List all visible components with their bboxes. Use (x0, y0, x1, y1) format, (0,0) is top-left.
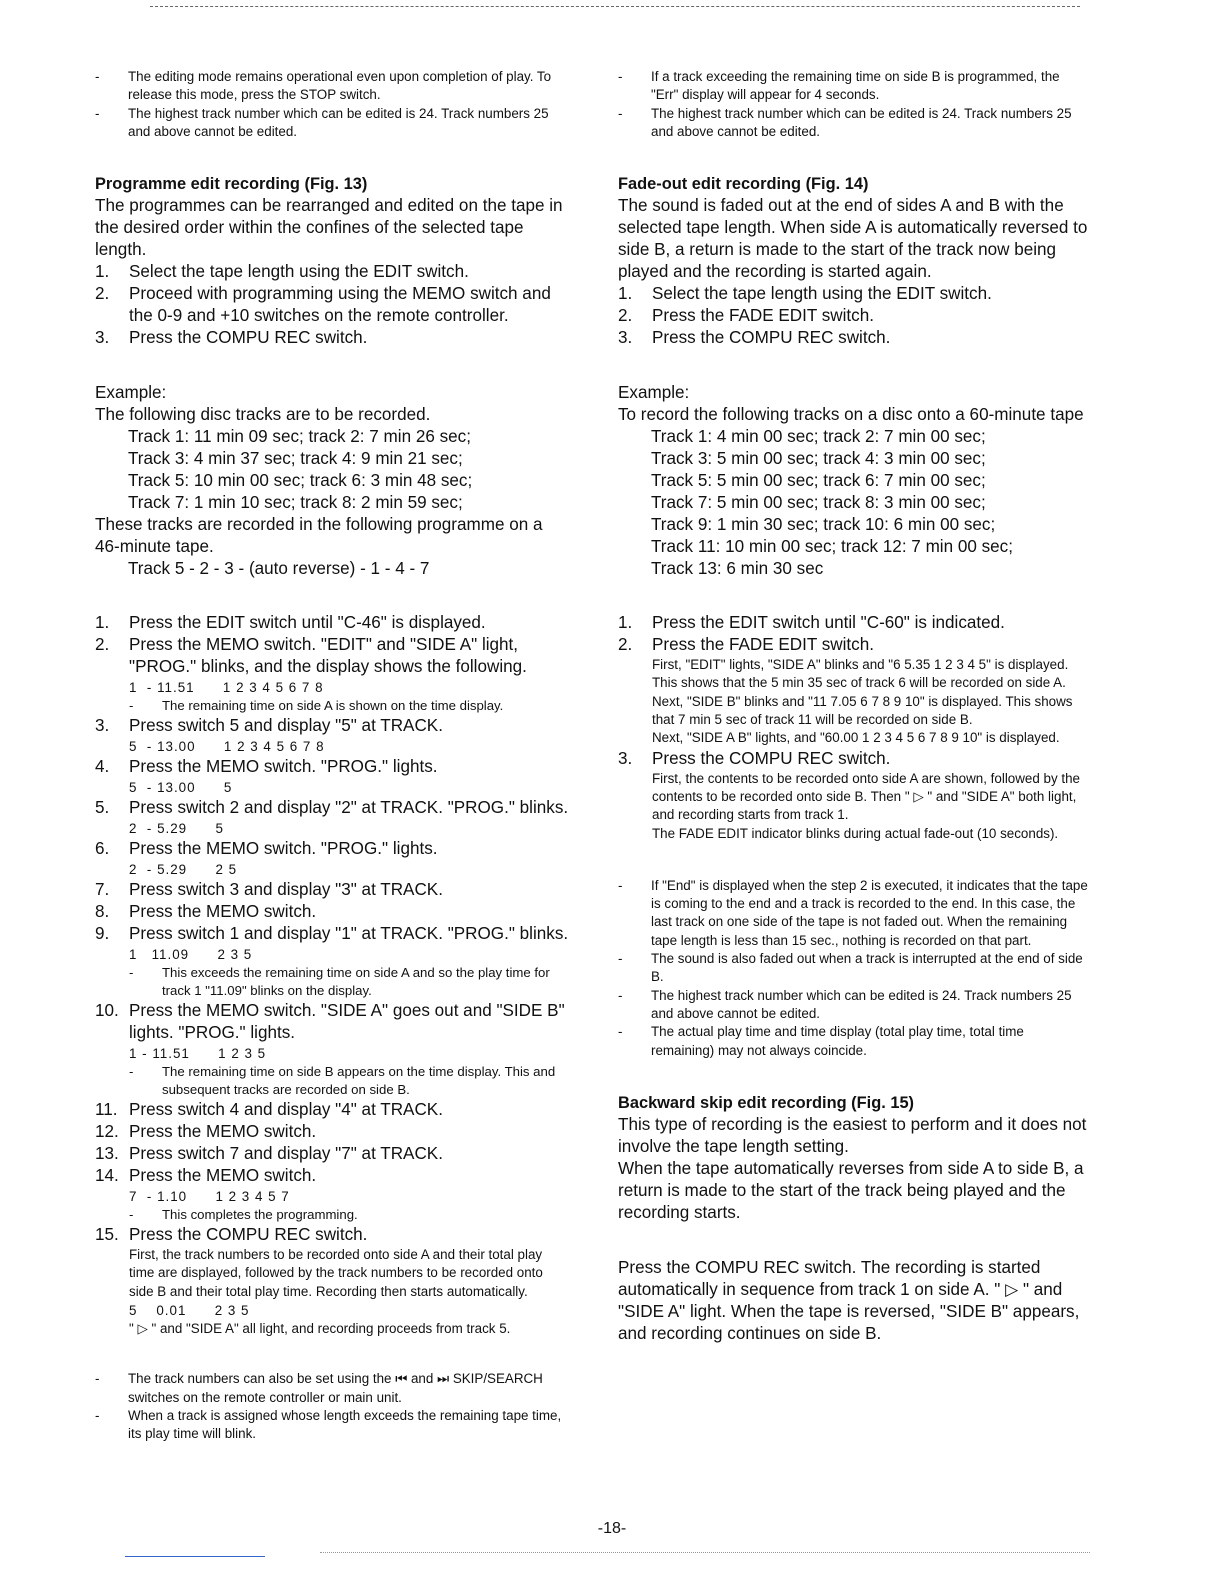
example-track: Track 7: 5 min 00 sec; track 8: 3 min 00 sec; (651, 493, 986, 513)
step-item: 10. Press the MEMO switch. "SIDE A" goes out and "SIDE B" lights. "PROG." lights. 1 - 11.51 1 2 3 5 - The remaining time on side B appears on the time display. This and subsequent tracks are recorded on side B. (95, 1000, 570, 1099)
display-readout: 5 - 13.00 5 (129, 780, 233, 796)
list-item: 2. Press the FADE EDIT switch. (618, 306, 874, 326)
example-label: Example: (618, 383, 690, 403)
fade-procedure-steps (618, 612, 1088, 843)
scan-artifact-bottom (320, 1552, 1090, 1553)
fade-intro: The sound is faded out at the end of sides A and B with the selected tape length. When side A is automatically reversed to side B, a return is made to the start of the track now being played and the recording is started again. (618, 196, 1088, 282)
scan-artifact-top (150, 6, 1080, 7)
example-intro: The following disc tracks are to be recorded. (95, 405, 431, 425)
step-item: 2. Press the MEMO switch. "EDIT" and "SIDE A" light, "PROG." blinks, and the display shows the following. 1 - 11.51 1 2 3 4 5 6 7 8 - The remaining time on side A is shown on the time display. (95, 634, 570, 715)
step-detail: First, "EDIT" lights, "SIDE A" blinks and "6 5.35 1 2 3 4 5" is displayed. This shows that the 5 min 35 sec of track 6 will be recorded on side A. (652, 657, 1069, 691)
page-number: -18- (597, 1520, 627, 1537)
note-item: - The sound is also faded out when a track is interrupted at the end of side B. (618, 950, 1088, 987)
step-detail: Next, "SIDE B" blinks and "11 7.05 6 7 8 9 10" is displayed. This shows that 7 min 5 sec of track 11 will be recorded on side B. (652, 693, 1073, 728)
step-detail: Next, "SIDE A B" lights, and "60.00 1 2 3 4 5 6 7 8 9 10" is displayed. (652, 730, 1060, 746)
procedure-steps (95, 612, 570, 1338)
note-item: - If "End" is displayed when the step 2 is executed, it indicates that the tape is coming to the end and a track is recorded to the end. In this case, the last track on one side of the tape is not faded out. When the remaining tape length is less than 15 sec., nothing is recorded on that part. (618, 877, 1088, 950)
example-sequence: Track 5 - 2 - 3 - (auto reverse) - 1 - 4 - 7 (128, 559, 430, 579)
section-title-programme-edit: Programme edit recording (Fig. 13) (95, 175, 368, 194)
example-label: Example: (95, 383, 167, 403)
example-track: Track 11: 10 min 00 sec; track 12: 7 min 00 sec; (651, 537, 1013, 557)
example-track: Track 5: 10 min 00 sec; track 6: 3 min 48 sec; (128, 471, 473, 491)
step-item: 5. Press switch 2 and display "2" at TRACK. "PROG." blinks. 2 - 5.29 5 (95, 798, 569, 837)
step-item: 8. Press the MEMO switch. (95, 902, 317, 922)
list-item: 1. Select the tape length using the EDIT switch. (95, 262, 469, 282)
note-item: - The highest track number which can be edited is 24. Track numbers 25 and above cannot be edited. (618, 105, 1088, 142)
step-item: 6. Press the MEMO switch. "PROG." lights. 2 - 5.29 2 5 (95, 838, 570, 879)
sub-note: - The remaining time on side A is shown on the time display. (129, 697, 570, 715)
display-readout: 2 - 5.29 2 5 (129, 862, 238, 878)
step-item: 11. Press switch 4 and display "4" at TRACK. (95, 1100, 443, 1120)
right-column (618, 68, 1088, 1345)
step-item: 3. Press switch 5 and display "5" at TRACK. 5 - 13.00 1 2 3 4 5 6 7 8 (95, 715, 570, 756)
step-item: 3. Press the COMPU REC switch. First, the contents to be recorded onto side A are shown, followed by the contents to be recorded onto side B. Then " ▷ " and "SIDE A" both light, and recording starts from track 1. The FADE EDIT indicator blinks during actual fade-out (10 seconds). (618, 748, 1088, 843)
sub-note: - This completes the programming. (129, 1206, 570, 1224)
step-item: 1. Press the EDIT switch until "C-46" is displayed. (95, 613, 486, 633)
skip-paragraph: Press the COMPU REC switch. The recording is started automatically in sequence from track 1 on side A. " ▷ " and "SIDE A" light. When the tape is reversed, "SIDE B" appears, and recording continues on side B. (618, 1257, 1080, 1343)
display-readout: 1 - 11.51 1 2 3 4 5 6 7 8 (129, 680, 324, 696)
step-item: 9. Press switch 1 and display "1" at TRACK. "PROG." blinks. 1 11.09 2 3 5 - This exceeds the remaining time on side A and so the play time for track 1 "11.09" blinks on the display. (95, 923, 570, 1000)
step-detail: " ▷ " and "SIDE A" all light, and recording proceeds from track 5. (129, 1321, 511, 1337)
list-item: 3. Press the COMPU REC switch. (618, 328, 891, 348)
list-item: 1. Select the tape length using the EDIT switch. (618, 284, 992, 304)
example-track: Track 13: 6 min 30 sec (651, 559, 824, 579)
left-top-notes (95, 68, 570, 141)
section-title-fade-out-edit: Fade-out edit recording (Fig. 14) (618, 175, 869, 194)
example-track: Track 7: 1 min 10 sec; track 8: 2 min 59 sec; (128, 493, 463, 513)
skip-paragraph: When the tape automatically reverses from side A to side B, a return is made to the start of the track being played and the recording starts. (618, 1158, 1084, 1222)
example-track: Track 1: 4 min 00 sec; track 2: 7 min 00 sec; (651, 427, 986, 447)
right-top-notes (618, 68, 1088, 141)
note-item: - When a track is assigned whose length exceeds the remaining tape time, its play time will blink. (95, 1407, 570, 1444)
programme-intro: The programmes can be rearranged and edited on the tape in the desired order within the confines of the selected tape length. (95, 196, 563, 260)
step-item: 13. Press switch 7 and display "7" at TRACK. (95, 1144, 443, 1164)
example-track: Track 5: 5 min 00 sec; track 6: 7 min 00 sec; (651, 471, 986, 491)
display-readout: 1 11.09 2 3 5 (129, 947, 253, 963)
left-bottom-notes (95, 1370, 570, 1443)
fade-steps (618, 283, 1088, 349)
programme-steps (95, 261, 570, 349)
step-item: 7. Press switch 3 and display "3" at TRACK. (95, 880, 443, 900)
display-readout: 5 - 13.00 1 2 3 4 5 6 7 8 (129, 739, 325, 755)
example-after: These tracks are recorded in the following programme on a 46-minute tape. (95, 515, 543, 557)
example-track: Track 3: 4 min 37 sec; track 4: 9 min 21 sec; (128, 449, 463, 469)
fade-notes (618, 877, 1088, 1060)
step-item: 1. Press the EDIT switch until "C-60" is indicated. (618, 613, 1005, 633)
display-readout: 5 0.01 2 3 5 (129, 1303, 250, 1319)
sub-note: - The remaining time on side B appears on the time display. This and subsequent tracks are recorded on side B. (129, 1063, 570, 1099)
display-readout: 2 - 5.29 5 (129, 821, 224, 837)
step-detail: First, the contents to be recorded onto side A are shown, followed by the contents to be recorded onto side B. Then " ▷ " and "SIDE A" both light, and recording starts from track 1. (652, 770, 1081, 823)
step-detail: The FADE EDIT indicator blinks during actual fade-out (10 seconds). (652, 825, 1059, 841)
example-track: Track 3: 5 min 00 sec; track 4: 3 min 00 sec; (651, 449, 986, 469)
example-intro: To record the following tracks on a disc onto a 60-minute tape (618, 405, 1084, 425)
list-item: 3. Press the COMPU REC switch. (95, 328, 368, 348)
step-item: 12. Press the MEMO switch. (95, 1122, 317, 1142)
example-track: Track 9: 1 min 30 sec; track 10: 6 min 00 sec; (651, 515, 996, 535)
note-extra: When the remaining tape length is less than 15 sec., nothing is recorded on that part. (651, 914, 1068, 948)
step-item: 15. Press the COMPU REC switch. First, the track numbers to be recorded onto side A and their total play time are displayed, followed by the track numbers to be recorded onto side B and their total play time. Recording then starts automatically. 5 0.01 2 3 5 " ▷ " and "SIDE A" all light, and recording proceeds from track 5. (95, 1224, 570, 1338)
left-column (95, 68, 570, 1444)
display-readout: 7 - 1.10 1 2 3 4 5 7 (129, 1189, 290, 1205)
sub-note: - This exceeds the remaining time on side A and so the play time for track 1 "11.09" blinks on the display. (129, 964, 570, 1000)
step-detail: First, the track numbers to be recorded onto side A and their total play time are displayed, followed by the track numbers to be recorded onto side B and their total play time. Recording then starts automatically. (129, 1247, 543, 1299)
skip-paragraph: This type of recording is the easiest to perform and it does not involve the tape length setting. (618, 1114, 1087, 1156)
example-track: Track 1: 11 min 09 sec; track 2: 7 min 26 sec; (128, 427, 471, 447)
step-item: 2. Press the FADE EDIT switch. First, "EDIT" lights, "SIDE A" blinks and "6 5.35 1 2 3 4 5" is displayed. This shows that the 5 min 35 sec of track 6 will be recorded on side A. Next, "SIDE B" blinks and "11 7.05 6 7 8 9 10" is displayed. This shows that 7 min 5 sec of track 11 will be recorded on side B. Next, "SIDE A B" lights, and "60.00 1 2 3 4 5 6 7 8 9 10" is displayed. (618, 634, 1088, 747)
note-item: - The actual play time and time display (total play time, total time remaining) may not always coincide. (618, 1023, 1088, 1060)
note-item: - If a track exceeding the remaining time on side B is programmed, the "Err" display will appear for 4 seconds. (618, 68, 1088, 105)
note-item: - The editing mode remains operational even upon completion of play. To release this mode, press the STOP switch. (95, 68, 570, 105)
display-readout: 1 - 11.51 1 2 3 5 (129, 1046, 267, 1062)
section-title-backward-skip: Backward skip edit recording (Fig. 15) (618, 1093, 915, 1112)
note-item: - The highest track number which can be edited is 24. Track numbers 25 and above cannot be edited. (618, 987, 1088, 1024)
scan-artifact-line (125, 1556, 265, 1557)
list-item: 2. Proceed with programming using the MEMO switch and the 0-9 and +10 switches on the remote controller. (95, 284, 551, 326)
note-item: - The highest track number which can be edited is 24. Track numbers 25 and above cannot be edited. (95, 105, 570, 142)
step-item: 4. Press the MEMO switch. "PROG." lights. 5 - 13.00 5 (95, 756, 570, 797)
step-item: 14. Press the MEMO switch. 7 - 1.10 1 2 3 4 5 7 - This completes the programming. (95, 1165, 570, 1224)
note-item: - The track numbers can also be set using the ⏮ and ⏭ SKIP/SEARCH switches on the remote controller or main unit. (95, 1370, 570, 1407)
